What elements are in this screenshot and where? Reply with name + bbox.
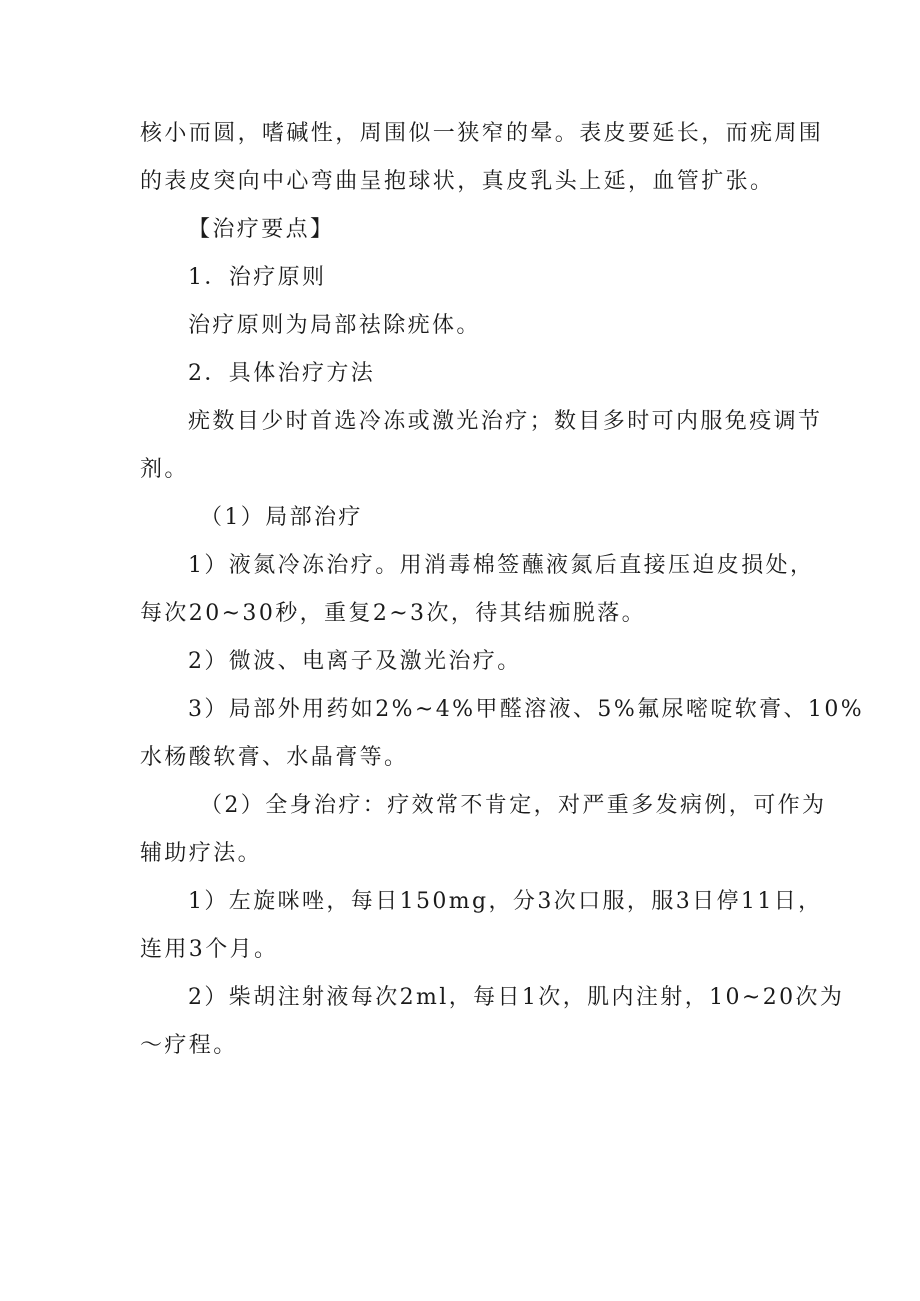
paragraph-line: 的表皮突向中心弯曲呈抱球状，真皮乳头上延，血管扩张。 xyxy=(140,169,775,194)
list-item-continuation: 每次20~30秒，重复2~3次，待其结痂脱落。 xyxy=(140,601,647,626)
paragraph-line: 核小而圆，嗜碱性，周围似一狭窄的晕。表皮要延长，而疣周围 xyxy=(140,121,824,146)
list-item-continuation: ～疗程。 xyxy=(140,1033,238,1058)
paragraph-line: 疣数目少时首选冷冻或激光治疗；数目多时可内服免疫调节 xyxy=(188,409,823,434)
subsection-heading: （1）局部治疗 xyxy=(200,505,363,530)
subsection-heading: 1．治疗原则 xyxy=(188,265,327,290)
subsection-heading: （2）全身治疗：疗效常不肯定，对严重多发病例，可作为 xyxy=(200,793,827,818)
list-item: 2）柴胡注射液每次2ml，每日1次，肌内注射，10~20次为 xyxy=(188,985,845,1010)
list-item-continuation: 连用3个月。 xyxy=(140,937,279,962)
subsection-heading: 2．具体治疗方法 xyxy=(188,361,376,386)
paragraph-line: 辅助疗法。 xyxy=(140,841,263,866)
list-item: 1）左旋咪唑，每日150mg，分3次口服，服3日停11日， xyxy=(188,889,823,914)
list-item: 3）局部外用药如2%~4%甲醛溶液、5%氟尿嘧啶软膏、10% xyxy=(188,697,865,722)
list-item-continuation: 水杨酸软膏、水晶膏等。 xyxy=(140,745,409,770)
paragraph-line: 剂。 xyxy=(140,457,189,482)
list-item: 1）液氮冷冻治疗。用消毒棉签蘸液氮后直接压迫皮损处， xyxy=(188,553,815,578)
list-item: 2）微波、电离子及激光治疗。 xyxy=(188,649,522,674)
section-heading: 【治疗要点】 xyxy=(188,217,335,242)
paragraph-line: 治疗原则为局部祛除疣体。 xyxy=(188,313,481,338)
